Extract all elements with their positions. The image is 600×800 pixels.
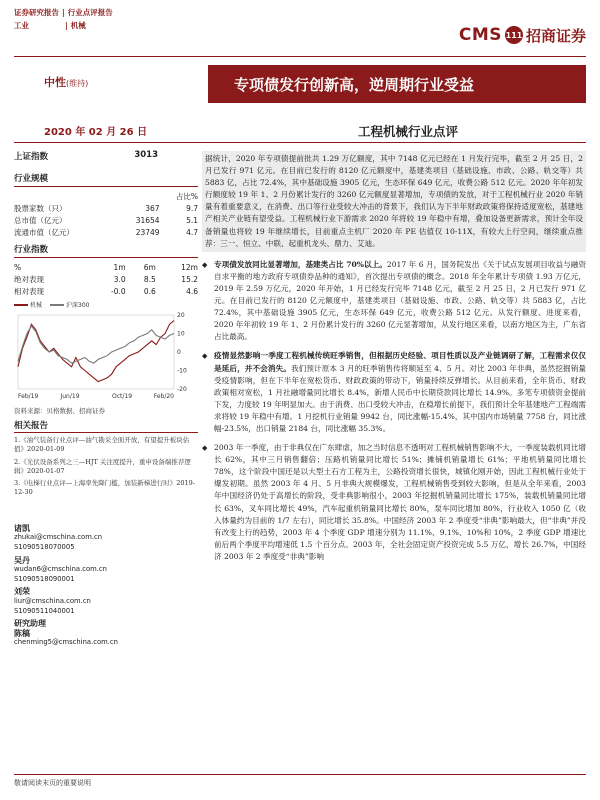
paragraph-body: 2017 年 6 月，国务院发出《关于试点发展项目收益与融资自求平衡的地方政府专项债券品种的通知》，首次提出专项债的概念。2018 年全年累计专项债 1.93 万亿元，2019 年 2.59 万亿元，2020 年开始，1 月已经发行完毕 7148 亿元，截至 2 月 25 日，2 月已发行 971 亿元。在目前已发行的 8120 亿元额度中，基建类项目（基础设施、市政、公路、轨交等）共 5883 亿，占比 72.4%，其中基础设施 3905 亿元，生态环保 649 亿元，收费公路 512 亿元。从发行额度、进度来看，2020 年年初较 19 年 1、2 月份累计发行的 3260 亿元显著增加，从发行地区来看，以南方地区为主，广东省占比最高。	[214, 259, 586, 342]
bullet-icon: ◆	[202, 260, 208, 269]
sector: 工业	[14, 21, 29, 30]
related-title: 相关报告	[14, 419, 198, 433]
perf-header: 6m	[143, 262, 156, 272]
report-title-text: 专项债发行创新高，逆周期行业受益	[234, 75, 475, 94]
legend-item-machinery	[14, 300, 42, 309]
scale-label: 股票家数（只）	[14, 203, 67, 213]
perf-title: 行业指数	[14, 243, 198, 258]
index-row	[14, 150, 198, 162]
y-tick-label: -20	[177, 386, 187, 393]
x-tick-label: Oct/19	[111, 393, 133, 400]
series-line-machinery	[18, 321, 174, 382]
index-label: 上证指数	[14, 152, 49, 162]
related-report[interactable]: 1.《油气装备行业点评—油气勘采全面开放，有望提升板块估值》2020-01-09	[14, 436, 190, 454]
scale-pct: 5.1	[186, 215, 198, 225]
x-tick-label: Feb/19	[18, 393, 39, 400]
perf-value: 15.2	[181, 274, 198, 284]
analyst	[14, 587, 198, 616]
report-subtitle: 工程机械行业点评	[358, 124, 459, 139]
perf-value: 8.5	[143, 274, 156, 284]
perf-value: 0.6	[143, 286, 156, 296]
scale-pct: 4.7	[186, 227, 198, 237]
analyst-id: S1090511040001	[14, 606, 75, 615]
bullet-paragraph	[202, 350, 586, 435]
scale-label: 流通市值（亿元）	[14, 227, 74, 237]
report-header	[14, 6, 113, 32]
logo-text-en: CMS	[458, 25, 502, 45]
footer-divider	[14, 774, 586, 775]
x-tick-label: Jun/19	[60, 393, 80, 400]
bullet-paragraph	[202, 442, 586, 563]
scale-header: 占比%	[175, 191, 198, 201]
summary-box: 据统计，2020 年专项债提前批共 1.29 万亿额度，其中 7148 亿元已经在 1 月发行完毕，截至 2 月 25 日，2 月已发行 971 亿元。在目前已发行的 8120 亿元额度中，基建类项目（基础设施、市政、公路、轨交等）共 5883 亿，占比 72.4%，其中基础设施 3905 亿元，生态环保 649 亿元，收费公路 512 亿元。2020 年年初发行额度较 19 年 1、2 月份累计发行的 3260 亿元额度显著增加，专项债的发放，对于工程机械行业 2020 年销量有着重要意义，在消费、出口等行业受较大冲击的背景下，我们认为下半年财政政策将保持适度宽松，基建地产相关产业链有望受益。工程机械行业下游需求 2020 年将较 19 年稳中有增，叠加设备更新需求，预计全年设备销量也将较 19 年继续增长，目前重点主机厂 2020 年 PE 估值仅 10-11X，有较大上行空间，继续重点推荐：三一、恒立、中联、起重机龙头、鼎力、艾迪。	[202, 151, 586, 252]
scale-title: 行业规模	[14, 172, 198, 187]
paragraph-body: 2003 年一季度，由于非典仅在广东肆虐，加之当时信息不透明对工程机械销售影响不大，一季度装载机同比增长 62%，其中三月销售翻倍；压路机销量同比增长 51%；摊铺机销量增长 61%；平地机销量同比增长 78%，这个阶段中国还是以大型土石方工程为主，公路投资增长很快，城镇化刚开始，因此工程机械行业处于爆发初期。虽然 2003 年 4 月、5 月非典大规模爆发，工程机械销售受到较大影响，但是从全年来看，2003 年中国经济仍处于高增长的阶段，受非典影响很小，2003 年挖掘机销量同比增长 175%，装载机销量同比增长 63%，叉车同比增长 49%，汽车起重机销量同比增长 80%，泵车同比增加 80%，行业收入 1050 亿（收入体量约为目前的 1/7 左右），同比增长 35.8%。中国经济 2003 年 2 季度受“非典”影响最大，但“非典”并没有改变上行的趋势，2003 年 4 个季度 GDP 增速分别为 11.1%、9.1%、10%和 10%，2 季度 GDP 增速比前后两个季度平均增速低 1.5 个百分点。2003 年，全社会固定资产投资完成 5.5 万亿，增长 26.7%，中国经济 2003 年 2 季度受“非典”影响	[214, 443, 586, 561]
title-divider	[14, 142, 586, 143]
rating	[44, 74, 88, 90]
analyst-list	[14, 524, 198, 648]
analyst-email[interactable]: liur@cmschina.com.cn	[14, 596, 91, 605]
index-value: 3013	[134, 150, 158, 160]
rating-sub: (维持)	[66, 79, 89, 88]
y-tick-label: 20	[177, 312, 185, 319]
bullet-icon: ◆	[202, 352, 208, 361]
chart-source: 资料来源：贝格数据、招商证券	[14, 407, 105, 415]
perf-value: 4.6	[186, 286, 198, 296]
bullet-icon: ◆	[202, 444, 208, 453]
table-row	[14, 226, 198, 238]
paragraph-text	[214, 442, 586, 563]
analyst-email[interactable]: wudan6@cmschina.com.cn	[14, 565, 107, 574]
analyst-id: S1090518090001	[14, 574, 75, 583]
y-tick-label: -10	[177, 367, 187, 375]
bullet-paragraph	[202, 259, 586, 344]
perf-header: 12m	[181, 262, 198, 272]
perf-label: 相对表现	[14, 286, 44, 296]
logo-text-cn: 招商证券	[525, 26, 586, 45]
legend-swatch	[14, 304, 28, 306]
analyst-id: S1090518070005	[14, 542, 75, 551]
performance-chart	[14, 311, 198, 403]
sidebar	[14, 150, 198, 648]
table-row	[14, 285, 198, 297]
analyst-name: 诸凯	[14, 522, 30, 533]
legend-label: 机械	[30, 302, 43, 309]
table-row	[14, 190, 198, 202]
legend-swatch	[50, 304, 64, 306]
perf-header: %	[14, 262, 22, 272]
series-line-hs300	[18, 326, 174, 363]
perf-table	[14, 261, 198, 297]
main-content	[202, 151, 586, 563]
report-subtype: 行业点评报告	[67, 8, 113, 17]
paragraph-body: 我们预计原本 3 月的旺季销售传将顺延至 4、5 月。对比 2003 年非典，虽然挖掘销量受疫情影响，但在下半年在宽松货币、财政政策的带动下，销量持续反弹增长。从目前来看，全年货币、财政政策相对宽松，1 月社融增量同比增长 8.4%，新增人民币中长期贷款同比增长 14.9%。多笔专项债资金提前下发，力度较 19 年明显加大。由于消费、出口受较大冲击，在稳增长前提下，我们预计全年基建地产工程端需求将较 19 年稳中有增。1 月挖机行业销量 9942 台，同比涨幅-15.4%，其中国内市场销量 7758 台，同比涨幅-23.5%，出口销量 2184 台，同比涨幅 35.3%。	[214, 363, 586, 433]
paragraph-lead: 专项债发放同比显著增加，基建类占比 70%以上。	[214, 259, 387, 269]
perf-value: 3.0	[113, 274, 126, 284]
header-divider	[14, 56, 586, 57]
footer-note: 敬请阅读末页的重要说明	[14, 779, 91, 787]
analyst-name: 刘荣	[14, 586, 30, 597]
report-title	[208, 65, 586, 103]
table-row	[14, 273, 198, 285]
table-row	[14, 202, 198, 214]
perf-value: -0.0	[110, 286, 126, 296]
paragraph-text	[214, 259, 586, 344]
y-tick-label: 0	[177, 349, 181, 356]
chart-legend	[14, 300, 198, 309]
sector-line: 工业 | 机械	[14, 21, 86, 30]
analyst-name: 吴丹	[14, 554, 30, 565]
scale-value: 31654	[135, 215, 160, 225]
paragraph-text	[214, 350, 586, 435]
related-report[interactable]: 3.《电梯行业点评—上海率先降门槛，加装新梯进行时》2019-12-30	[14, 479, 195, 497]
scale-label: 总市值（亿元）	[14, 215, 67, 225]
subsector: 机械	[70, 21, 86, 30]
related-report[interactable]: 2.《光伏设备系列之三—HJT 关注度提升，重申设备端推荐逻辑》2020-01-07	[14, 457, 191, 475]
y-tick-label: 10	[177, 330, 185, 338]
perf-header: 1m	[113, 262, 126, 272]
report-date: 2020 年 02 月 26 日	[44, 127, 148, 138]
legend-label: 沪深300	[66, 302, 90, 309]
scale-value: 23749	[135, 227, 160, 237]
report-type-line: 证券研究报告 | 行业点评报告	[14, 8, 113, 17]
scale-value: 367	[145, 203, 160, 213]
plot-frame	[18, 315, 174, 389]
analyst	[14, 556, 198, 585]
analyst-name: 研究助理 陈稿	[14, 618, 46, 638]
analyst-email[interactable]: zhukai@cmschina.com.cn	[14, 533, 103, 542]
analyst-email[interactable]: chenming5@cmschina.com.cn	[14, 638, 118, 647]
paragraph-lead: 疫情显然影响一季度工程机械传统旺季销售，但根据历史经验、项目性质以及产业链调研了解，工程需求仅仅是延后，并不会消失。	[214, 351, 586, 373]
analyst	[14, 524, 198, 553]
table-row	[14, 261, 198, 273]
legend-item-hs300	[50, 300, 89, 309]
scale-table	[14, 190, 198, 238]
rating-label: 中性	[44, 76, 66, 89]
perf-label: 绝对表现	[14, 274, 44, 284]
scale-pct: 9.7	[186, 203, 198, 213]
analyst	[14, 619, 198, 648]
report-type: 证券研究报告	[14, 8, 59, 17]
logo-badge-icon: 111	[505, 26, 523, 44]
x-tick-label: Feb/20	[153, 393, 174, 400]
cms-logo	[459, 18, 586, 52]
table-row	[14, 214, 198, 226]
